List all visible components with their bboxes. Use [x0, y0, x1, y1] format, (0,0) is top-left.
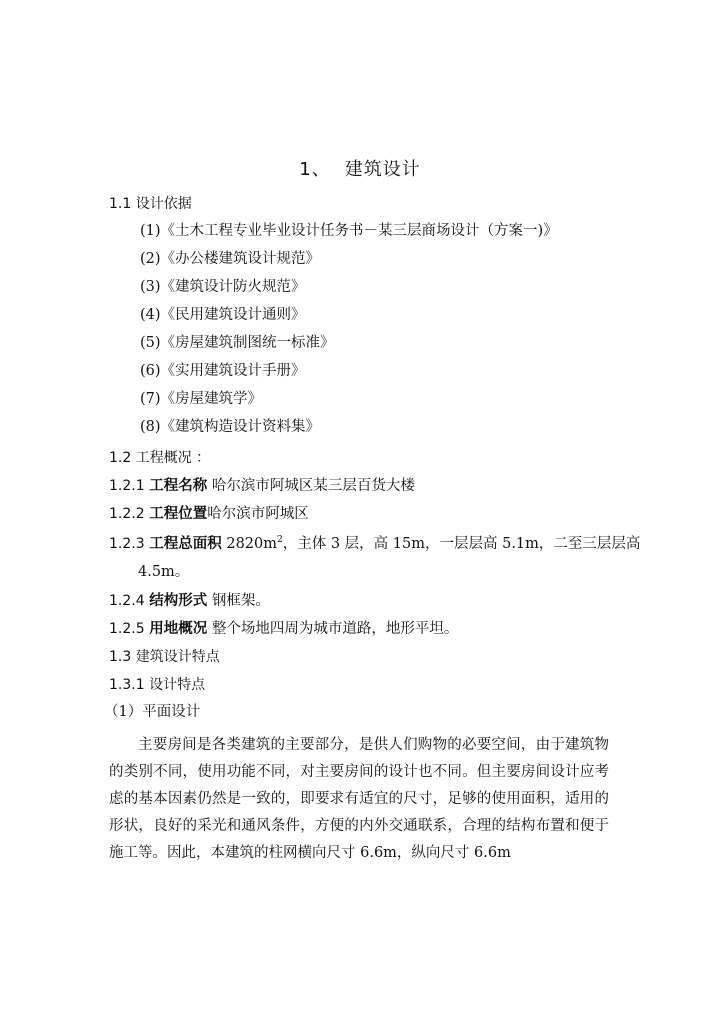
reference-item: (3)《建筑设计防火规范》 — [140, 279, 306, 295]
reference-item: (1)《土木工程专业毕业设计任务书－某三层商场设计（方案一)》 — [140, 223, 558, 239]
item-label: 用地概况 — [149, 621, 208, 637]
total-area-row-continuation: 4.5m。 — [138, 564, 190, 580]
plan-design-subheading: （1）平面设计 — [104, 704, 201, 720]
total-area-row — [109, 535, 640, 553]
section-1-2-heading: 1.2 工程概况 ： — [109, 450, 211, 466]
body-paragraph: 主要房间是各类建筑的主要部分，是供人们购物的必要空间，由于建筑物的类别不同，使用功能不同，对主要房间的设计也不同。但主要房间设计应考虑的基本因素仍然是一致的，即要求有适宜的尺寸，足够的使用面积，适用的形状，良好的采光和通风条件，方便的内外交通联系，合理的结构布置和便于施工等。因此，本建筑的柱网横向尺寸 6.6m，纵向尺寸 6.6m — [109, 737, 609, 861]
item-value: 钢框架。 — [207, 593, 270, 609]
item-number: 1.2.1 — [109, 478, 145, 494]
reference-item: (7)《房屋建筑学》 — [140, 391, 263, 407]
item-number: 1.2.4 — [109, 593, 145, 609]
chapter-title-text: 建筑设计 — [344, 159, 421, 180]
item-value: 哈尔滨市阿城区某三层百货大楼 — [207, 478, 415, 494]
structure-form-row — [109, 592, 270, 610]
item-value: 2820m — [221, 536, 277, 552]
chapter-title — [0, 159, 720, 181]
reference-item: (8)《建筑构造设计资料集》 — [140, 419, 321, 435]
item-value: 哈尔滨市阿城区 — [207, 506, 309, 522]
reference-item: (6)《实用建筑设计手册》 — [140, 363, 306, 379]
item-number: 1.2.5 — [109, 621, 145, 637]
item-number: 1.2.3 — [109, 536, 145, 552]
item-value-cont: ，主体 3 层，高 15m，一层层高 5.1m，二至三层层高 — [282, 536, 641, 552]
site-overview-row — [109, 620, 458, 638]
section-1-1-heading: 1.1 设计依据 — [109, 196, 192, 212]
item-number: 1.2.2 — [109, 506, 145, 522]
reference-item: (2)《办公楼建筑设计规范》 — [140, 251, 321, 267]
item-label: 工程总面积 — [149, 536, 222, 552]
reference-item: (4)《民用建筑设计通则》 — [140, 307, 306, 323]
project-location-row — [109, 505, 309, 523]
item-label: 工程位置 — [149, 506, 208, 522]
project-name-row — [109, 477, 415, 495]
item-value: 整个场地四周为城市道路，地形平坦。 — [207, 621, 459, 637]
section-1-3-1-heading: 1.3.1 设计特点 — [109, 677, 206, 693]
section-1-3-heading: 1.3 建筑设计特点 — [109, 649, 220, 665]
superscript: 2 — [277, 535, 283, 546]
reference-item: (5)《房屋建筑制图统一标准》 — [140, 335, 335, 351]
item-label: 结构形式 — [149, 593, 208, 609]
chapter-number: 1、 — [299, 159, 331, 180]
item-label: 工程名称 — [149, 478, 208, 494]
